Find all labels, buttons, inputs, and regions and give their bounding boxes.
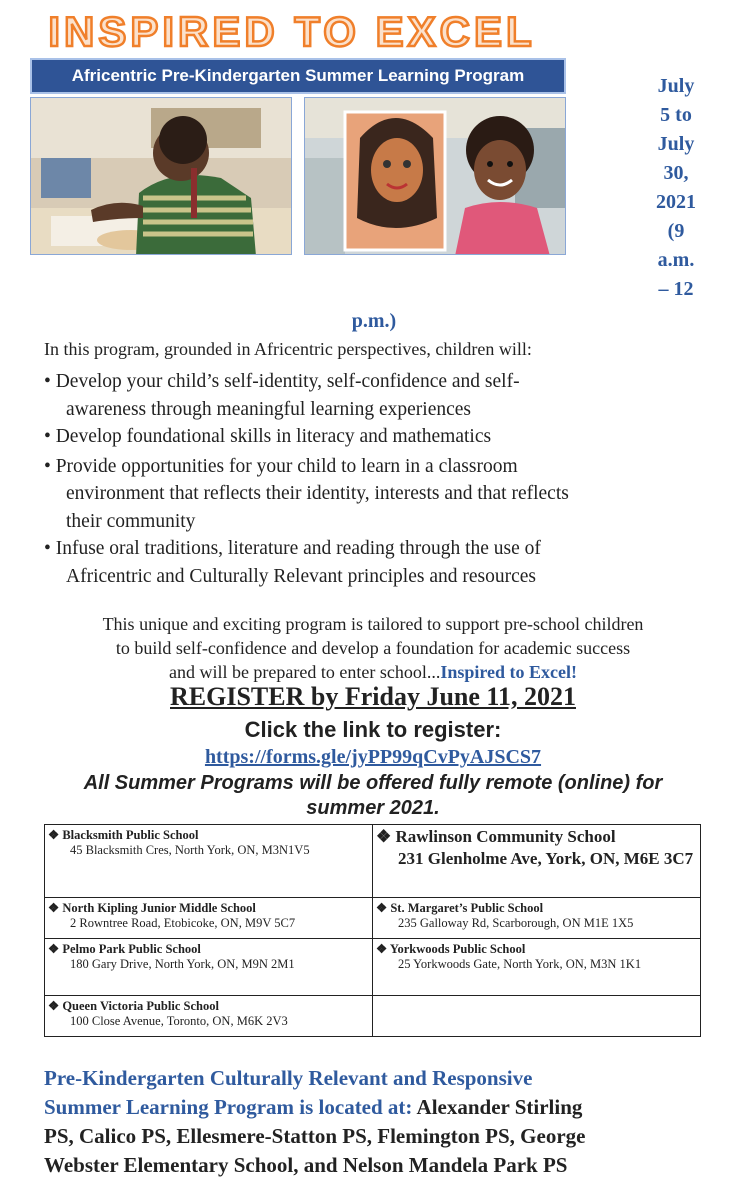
date-line: 2021 <box>656 191 696 213</box>
list-item: • Develop foundational skills in literacy and mathematics <box>44 426 492 447</box>
school-address: 2 Rowntree Road, Etobicoke, ON, M9V 5C7 <box>70 916 296 930</box>
click-to-register-text: Click the link to register: <box>244 717 502 742</box>
table-row <box>45 939 701 996</box>
date-line: – 12 <box>658 278 694 300</box>
table-cell <box>45 996 373 1037</box>
date-line: (9 <box>667 220 685 242</box>
table-cell <box>45 939 373 996</box>
list-item: • Infuse oral traditions, literature and reading through the use of Africentric and Culturally Relevant principles and resources <box>44 538 541 587</box>
table-cell <box>373 996 701 1037</box>
program-dates-tail: p.m.) <box>351 310 397 332</box>
table-cell <box>373 898 701 939</box>
photo-girl-with-painting <box>304 97 566 255</box>
table-row <box>45 898 701 939</box>
school-address: 100 Close Avenue, Toronto, ON, M6K 2V3 <box>70 1014 288 1028</box>
school-name: ❖ Yorkwoods Public School <box>376 942 526 956</box>
school-address: 231 Glenholme Ave, York, ON, M6E 3C7 <box>398 849 694 868</box>
school-address: 25 Yorkwoods Gate, North York, ON, M3N 1K1 <box>398 957 642 971</box>
table-row <box>45 996 701 1037</box>
remote-note: All Summer Programs will be offered fully remote (online) for summer 2021. <box>83 772 663 819</box>
school-name: ❖ Rawlinson Community School <box>376 827 616 846</box>
table-cell <box>45 825 373 898</box>
school-name: ❖ Blacksmith Public School <box>48 828 199 842</box>
registration-link[interactable]: https://forms.gle/jyPP99qCvPyAJSCS7 <box>204 746 542 768</box>
table-row <box>45 825 701 898</box>
photo-child-playing <box>30 97 292 255</box>
table-cell <box>373 825 701 898</box>
register-heading: REGISTER by Friday June 11, 2021 <box>170 682 576 711</box>
school-address: 180 Gary Drive, North York, ON, M9N 2M1 <box>70 957 295 971</box>
date-line: a.m. <box>657 249 695 271</box>
school-name: ❖ North Kipling Junior Middle School <box>48 901 256 915</box>
program-dates <box>632 72 720 304</box>
school-name: ❖ Queen Victoria Public School <box>48 999 219 1013</box>
list-item: • Develop your child’s self-identity, self-confidence and self- awareness through meaningful learning experiences <box>44 371 520 420</box>
intro-text: In this program, grounded in Africentric perspectives, children will: <box>44 339 532 359</box>
table-cell <box>45 898 373 939</box>
program-subtitle-bar: Africentric Pre-Kindergarten Summer Learning Program <box>30 58 566 94</box>
date-line: 5 to <box>660 104 692 126</box>
date-line: July <box>657 133 695 155</box>
table-cell <box>373 939 701 996</box>
school-address: 235 Galloway Rd, Scarborough, ON M1E 1X5 <box>398 916 634 930</box>
banner-title <box>18 6 566 54</box>
banner-title-text: INSPIRED TO EXCEL <box>48 8 536 54</box>
program-blurb: This unique and exciting program is tailored to support pre-school children to build self-confidence and develop a foundation for academic success and will be prepared to enter school...Inspired to Excel! <box>102 614 644 682</box>
list-item: • Provide opportunities for your child to learn in a classroom environment that reflects their identity, interests and that reflects their community <box>44 455 569 532</box>
school-name: ❖ Pelmo Park Public School <box>48 942 201 956</box>
locations-footer: Pre-Kindergarten Culturally Relevant and Responsive Summer Learning Program is located at: Alexander Stirling PS, Calico PS, Ellesmere-Statton PS, Flemington PS, George Webster Elementary School, and Nelson Mandela Park PS <box>44 1066 586 1177</box>
school-name: ❖ St. Margaret’s Public School <box>376 901 544 915</box>
date-line: 30, <box>663 162 689 184</box>
date-line: July <box>657 75 695 97</box>
blurb-highlight: Inspired to Excel! <box>440 662 578 682</box>
school-address: 45 Blacksmith Cres, North York, ON, M3N1V5 <box>70 843 310 857</box>
schools-table <box>44 824 701 1037</box>
benefit-list <box>44 368 684 590</box>
